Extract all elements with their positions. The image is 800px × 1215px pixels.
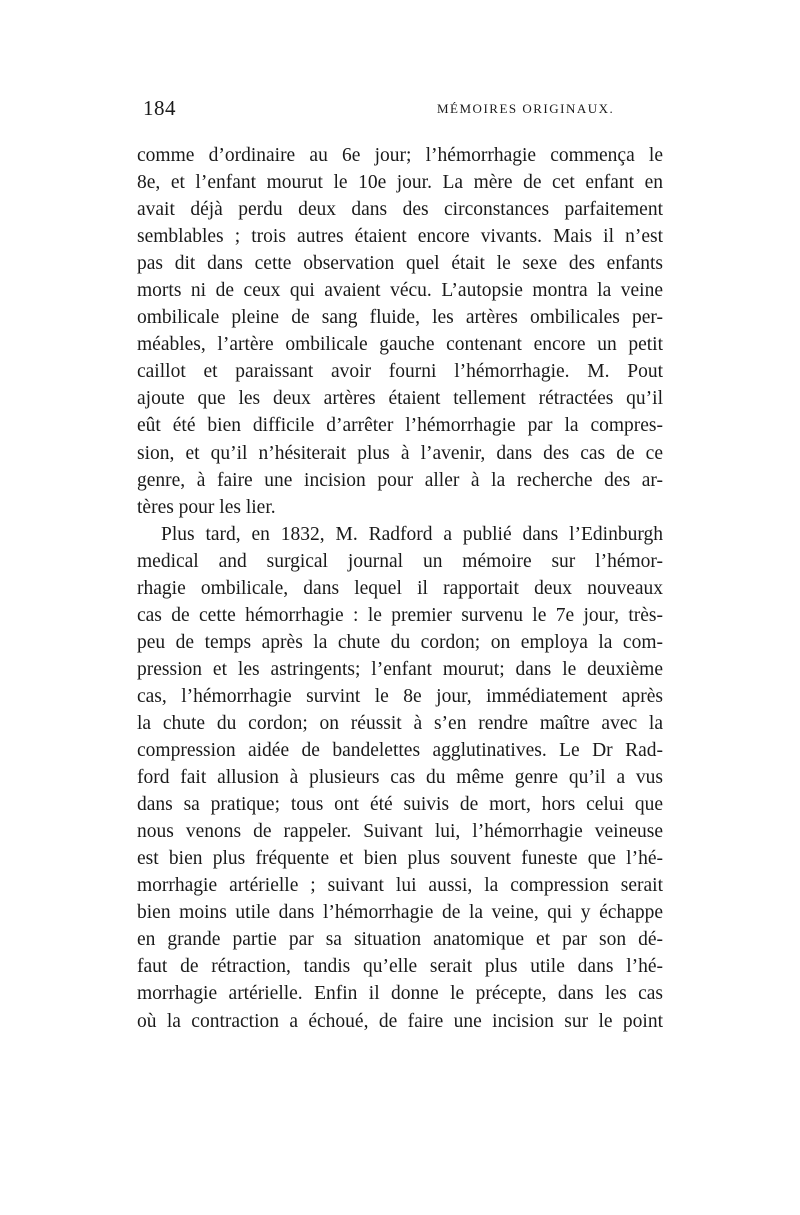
page-header — [137, 96, 667, 126]
text-line: peu de temps après la chute du cordon; on employa la com- — [137, 631, 663, 653]
text-line: compression aidée de bandelettes agglutinatives. Le Dr Rad- — [137, 740, 663, 762]
text-line: sion, et qu’il n’hésiterait plus à l’avenir, dans des cas de ce — [137, 442, 663, 464]
text-line: pas dit dans cette observation quel était le sexe des enfants — [137, 253, 663, 275]
text-line: en grande partie par sa situation anatomique et par son dé- — [137, 929, 663, 951]
text-line: ford fait allusion à plusieurs cas du même genre qu’il a vus — [137, 767, 663, 789]
text-line: semblables ; trois autres étaient encore vivants. Mais il n’est — [137, 226, 663, 248]
text-line: méables, l’artère ombilicale gauche contenant encore un petit — [137, 334, 663, 356]
text-line: faut de rétraction, tandis qu’elle serait plus utile dans l’hé- — [137, 956, 663, 978]
text-line: eût été bien difficile d’arrêter l’hémorrhagie par la compres- — [137, 415, 663, 437]
text-line: dans sa pratique; tous ont été suivis de mort, hors celui que — [137, 794, 663, 816]
page-number: 184 — [143, 96, 176, 120]
text-line: ombilicale pleine de sang fluide, les artères ombilicales per- — [137, 307, 663, 329]
text-line: ajoute que les deux artères étaient tellement rétractées qu’il — [137, 388, 663, 410]
paragraph-last-line: tères pour les lier. — [137, 496, 276, 518]
text-line: morts ni de ceux qui avaient vécu. L’autopsie montra la veine — [137, 280, 663, 302]
text-line: rhagie ombilicale, dans lequel il rapportait deux nouveaux — [137, 577, 663, 599]
text-line: morrhagie artérielle ; suivant lui aussi, la compression serait — [137, 875, 663, 897]
text-line: cas, l’hémorrhagie survint le 8e jour, immédiatement après — [137, 685, 663, 707]
text-line: pression et les astringents; l’enfant mourut; dans le deuxième — [137, 658, 663, 680]
text-line: la chute du cordon; on réussit à s’en rendre maître avec la — [137, 712, 663, 734]
text-line: caillot et paraissant avoir fourni l’hémorrhagie. M. Pout — [137, 361, 663, 383]
body-text — [137, 142, 663, 1035]
text-line: où la contraction a échoué, de faire une incision sur le point — [137, 1010, 663, 1032]
running-head: MÉMOIRES ORIGINAUX. — [437, 101, 615, 116]
text-line: medical and surgical journal un mémoire sur l’hémor- — [137, 550, 663, 572]
text-line: avait déjà perdu deux dans des circonstances parfaitement — [137, 199, 663, 221]
text-line: morrhagie artérielle. Enfin il donne le précepte, dans les cas — [137, 983, 663, 1005]
text-line: cas de cette hémorrhagie : le premier survenu le 7e jour, très- — [137, 604, 663, 626]
paragraph-first-line: Plus tard, en 1832, M. Radford a publié dans l’Edinburgh — [161, 523, 663, 545]
text-line: nous venons de rappeler. Suivant lui, l’hémorrhagie veineuse — [137, 821, 663, 843]
text-line: 8e, et l’enfant mourut le 10e jour. La mère de cet enfant en — [137, 172, 663, 194]
text-line: comme d’ordinaire au 6e jour; l’hémorrhagie commença le — [137, 145, 663, 166]
text-line: est bien plus fréquente et bien plus souvent funeste que l’hé- — [137, 848, 663, 870]
text-line: bien moins utile dans l’hémorrhagie de la veine, qui y échappe — [137, 902, 663, 924]
text-line: genre, à faire une incision pour aller à la recherche des ar- — [137, 469, 663, 491]
